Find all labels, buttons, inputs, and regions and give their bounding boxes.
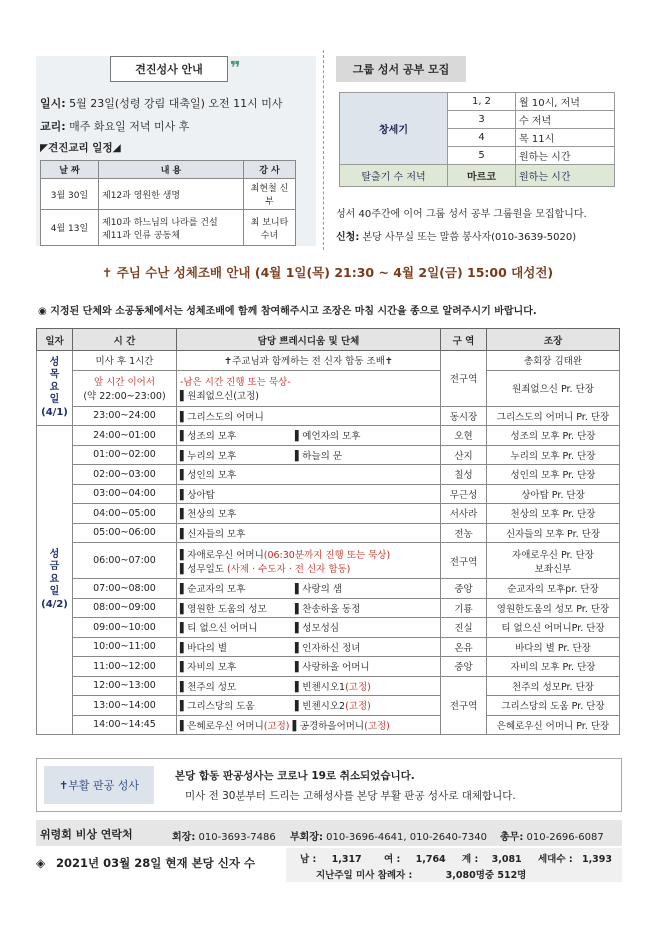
group-note: (06:30분까지 진행 또는 묵상) [263,549,391,561]
leader-cell: 그리스당의 도움 Pr. 단장 [487,696,620,716]
table-row [37,370,620,406]
group-a: ▌영원한 도움의 성모 [180,603,267,615]
table-row [37,637,620,657]
leader-line: 자애로우신 Pr. 단장 [512,549,594,561]
contact-president [172,828,276,843]
contact-phone: 010-2696-6087 [526,832,604,843]
easter-label: ✝부활 판공 성사 [44,766,154,804]
contact-secretary [500,828,604,843]
time-cell: 04:00~05:00 [73,504,177,524]
group-cell [177,370,441,406]
col-content: 내 용 [99,161,244,179]
group-line [180,561,437,575]
table-row [37,523,620,543]
zone-cell: 무근성 [441,484,487,504]
group-cell [177,676,441,696]
table-row [37,696,620,716]
table-row [37,504,620,524]
table-header-row [37,329,620,351]
thursday-label: 성 목 요 일 (4/1) [37,351,73,426]
genesis-label: 창세기 [340,93,448,165]
time-cell: 11:00~12:00 [73,657,177,677]
zone-cell: 오현 [441,426,487,446]
zone-cell: 산지 [441,445,487,465]
group-time: 월 10시, 저녁 [516,93,615,111]
bible-study-table [339,92,615,187]
table-row [37,465,620,485]
group-cell [177,426,441,446]
contact-role: 부회장: [290,832,323,843]
mark-label: 마르코 [448,165,516,187]
cell-date: 4월 13일 [41,210,99,246]
cell-teacher: 최현철 신부 [244,179,296,210]
zone-cell: 중앙 [441,579,487,599]
group-cell [177,657,441,677]
time-cell: 10:00~11:00 [73,637,177,657]
date-value: 5월 23일(성령 강림 대축일) 오전 11시 미사 [69,97,283,110]
leader-cell: 순교자의 모후pr. 단장 [487,579,620,599]
table-row [37,543,620,579]
group-b: ▌하늘의 문 [295,450,343,462]
table-row [340,93,615,111]
zone-cell: 동시장 [441,406,487,426]
group-cell [177,715,441,735]
cell-date: 3월 30일 [41,179,99,210]
time-cell: 미사 후 1시간 [73,351,177,371]
leader-cell: 성인의 모후 Pr. 단장 [487,465,620,485]
stat-value: 1,764 [415,854,446,865]
stat-label: 계 : [462,854,479,865]
time-cell: 03:00~04:00 [73,484,177,504]
group-time: 수 저녁 [516,111,615,129]
group-fixed: (고정) [263,720,290,732]
exodus-label: 탈출기 수 저녁 [340,165,448,187]
table-row [37,715,620,735]
time-cell: 08:00~09:00 [73,598,177,618]
bible-study-title: 그룹 성서 공부 모집 [336,56,466,82]
adoration-title: ✝ 주님 수난 성체조배 안내 (4월 1일(목) 21:30 ~ 4월 2일(금) 15:00 대성전) [101,265,554,280]
group-a: ▌티 없으신 어머니 [180,623,258,635]
easter-line-1: 본당 합동 판공성사는 코로나 19로 취소되었습니다. [175,770,415,782]
group-a: ▌은혜로우신 어머니 [180,720,264,732]
leader-cell: 자비의 모후 Pr. 단장 [487,657,620,677]
time-cell: 01:00~02:00 [73,445,177,465]
zone-cell: 진실 [441,618,487,638]
time-cell: 13:00~14:00 [73,696,177,716]
col-teacher: 강 사 [244,161,296,179]
col-date: 날 짜 [41,161,99,179]
contact-phone: 010-3693-7486 [198,832,276,843]
group-cell [177,618,441,638]
zone-cell: 전구역 [441,351,487,407]
contact-vice [290,828,487,843]
table-header-row [41,161,296,179]
group-a: ▌자비의 모후 [180,662,237,674]
group-num: 1, 2 [448,93,516,111]
group-a: ▌자애로우신 어머니 [180,549,264,561]
bible-note: 성서 40주간에 이어 그룹 성서 공부 그룹원을 모집합니다. [336,209,587,220]
adoration-table [36,328,620,735]
table-row [41,179,296,210]
group-cell [177,543,441,579]
group-b: ▌공경하올어머니 [292,720,365,732]
zone-cell: 칠성 [441,465,487,485]
group-cell [177,637,441,657]
time-cell: 09:00~10:00 [73,618,177,638]
stat-label: 남 : [300,854,317,865]
confirmation-class [40,118,189,134]
group-time: 원하는 시간 [516,147,615,165]
diamond-icon: ◈ [36,856,46,870]
stat-female [384,851,446,865]
group-b: ▌성무일도 [180,563,228,575]
group-b: ▌성모성심 [295,623,340,635]
group-b: ▌인자하신 정녀 [295,642,361,654]
group-b: ▌빈첸시오1 [295,681,346,693]
bible-apply [336,228,576,243]
group-name: ▌원죄없으신(고정) [180,391,259,402]
leader-cell: 상아탑 Pr. 단장 [487,484,620,504]
time-cell [73,370,177,406]
col-time: 시 간 [73,329,177,351]
leader-line: 보좌신부 [534,563,572,575]
confirmation-schedule-table [40,160,296,246]
group-b: ▌빈첸시오2 [295,701,346,713]
table-row [37,406,620,426]
time-cell: 06:00~07:00 [73,543,177,579]
table-row [37,484,620,504]
zone-cell: 전구역 [441,543,487,579]
group-fixed: (고정) [345,681,371,693]
friday-label: 성 금 요 일 (4/2) [37,426,73,735]
group-a: ▌바다의 별 [180,642,228,654]
stat-label: 세대수 : [538,854,573,865]
time-cell: 23:00~24:00 [73,406,177,426]
leader-cell: 총회장 김태완 [487,351,620,371]
group-cell: ▌천상의 모후 [177,504,441,524]
group-b: ▌사랑의 샘 [295,584,343,596]
time-cell: 07:00~08:00 [73,579,177,599]
col-group: 담당 쁘레시디움 및 단체 [177,329,441,351]
cell-content: 제10과 하느님의 나라를 건설 제11과 인류 공동체 [99,210,244,246]
group-cell [177,579,441,599]
group-line [180,547,437,561]
zone-cell: 서사라 [441,504,487,524]
stat-date: 2021년 03월 28일 현재 본당 신자 수 [56,856,256,870]
table-row [37,351,620,371]
stat-households [538,851,612,865]
cell-content: 제12과 영원한 생명 [99,179,244,210]
table-row [37,579,620,599]
stat-male [300,851,362,865]
group-time: 목 11시 [516,129,615,147]
table-row [37,676,620,696]
zone-cell: 전농 [441,523,487,543]
table-row [37,618,620,638]
contact-role: 회장: [172,832,196,843]
group-a: ▌그리스당의 도움 [180,701,255,713]
stat-value: 3,080명중 512명 [445,870,527,881]
mark-time: 원하는 시간 [516,165,615,187]
group-b: ▌사랑하올 어머니 [295,662,370,674]
stat-value: 3,081 [491,854,522,865]
group-num: 3 [448,111,516,129]
zone-cell: 기룡 [441,598,487,618]
group-a: ▌순교자의 모후 [180,584,246,596]
leader-cell: 성조의 모후 Pr. 단장 [487,426,620,446]
group-cell: ▌성인의 모후 [177,465,441,485]
group-num: 5 [448,147,516,165]
stat-value: 1,393 [581,854,613,865]
date-label: 일시: [40,97,66,110]
adoration-note: ◉ 지정된 단체와 소공동체에서는 성체조배에 함께 참여해주시고 조장은 마침 시간을 종으로 알려주시기 바랍니다. [38,306,537,317]
group-b: ▌찬송하올 동정 [295,603,361,615]
easter-line-2: 미사 전 30분부터 드리는 고해성사를 본당 부활 판공 성사로 대체합니다. [185,790,516,802]
schedule-heading: ◤견진교리 일정◢ [40,142,121,154]
group-cell [177,598,441,618]
group-cell: ▌상아탑 [177,484,441,504]
leader-cell: 영원한도움의 성모 Pr. 단장 [487,598,620,618]
contact-role: 총무: [500,832,524,843]
contact-label: 위령회 비상 연락처 [40,828,133,841]
leader-cell: 신자들의 모후 Pr. 단장 [487,523,620,543]
zone-cell: 전구역 [441,676,487,735]
confirmation-date [40,95,282,111]
time-cell: 05:00~06:00 [73,523,177,543]
stat-total [462,851,522,865]
quote-icon: ❞ [230,58,241,79]
stat-label: 여 : [384,854,401,865]
time-sub: (약 22:00~23:00) [83,391,166,402]
group-fixed: (고정) [345,701,371,713]
stat-value: 1,317 [331,854,362,865]
group-cell: ▌그리스도의 어머니 [177,406,441,426]
contact-phone: 010-3696-4641, 010-2640-7340 [326,832,487,843]
class-label: 교리: [40,120,66,133]
leader-cell: 은혜로우신 어머니 Pr. 단장 [487,715,620,735]
leader-cell [487,543,620,579]
table-row [41,210,296,246]
leader-cell: 누리의 모후 Pr. 단장 [487,445,620,465]
group-cell [177,445,441,465]
group-sub [180,388,437,402]
table-row [340,165,615,187]
stat-mass [316,867,526,881]
table-row [37,657,620,677]
group-a: ▌누리의 모후 [180,450,237,462]
leader-cell: 바다의 별 Pr. 단장 [487,637,620,657]
time-red: 앞 시간 이어서 [93,377,156,388]
stat-label: 지난주일 미사 참례자 : [316,870,413,881]
cell-teacher: 최 보니타 수녀 [244,210,296,246]
group-num: 4 [448,129,516,147]
confirmation-title: 견진성사 안내 [110,56,228,82]
zone-cell: 중앙 [441,657,487,677]
time-cell: 02:00~03:00 [73,465,177,485]
zone-cell: 온유 [441,637,487,657]
leader-cell: 원죄없으신 Pr. 단장 [487,370,620,406]
group-a: ▌천주의 성모 [180,681,237,693]
time-cell: 24:00~01:00 [73,426,177,446]
leader-cell: 천주의 성모Pr. 단장 [487,676,620,696]
time-cell: 14:00~14:45 [73,715,177,735]
group-fixed: (고정) [364,720,390,732]
apply-label: 신청: [336,232,360,243]
col-leader: 조장 [487,329,620,351]
group-b: ▌예언자의 모후 [295,431,361,443]
table-row [37,426,620,446]
apply-value: 본당 사무실 또는 말씀 봉사자(010-3639-5020) [362,232,577,243]
table-row [37,598,620,618]
group-note: (사제 · 수도자 · 전 신자 합동) [227,563,351,575]
group-red: -남은 시간 진행 또는 묵상- [180,377,291,388]
time-cell: 12:00~13:00 [73,676,177,696]
class-value: 매주 화요일 저녁 미사 후 [69,120,190,133]
leader-cell: 천상의 모후 Pr. 단장 [487,504,620,524]
group-a: ▌성조의 모후 [180,431,237,443]
group-cell [177,696,441,716]
table-row [37,445,620,465]
group-cell: ▌신자들의 모후 [177,523,441,543]
leader-cell: 그리스도의 어머니 Pr. 단장 [487,406,620,426]
divider [323,50,324,250]
col-zone: 구 역 [441,329,487,351]
leader-cell: 티 없으신 어머니Pr. 단장 [487,618,620,638]
col-day: 일자 [37,329,73,351]
group-cell: ✝주교님과 함께하는 전 신자 합동 조배✝ [177,351,441,371]
